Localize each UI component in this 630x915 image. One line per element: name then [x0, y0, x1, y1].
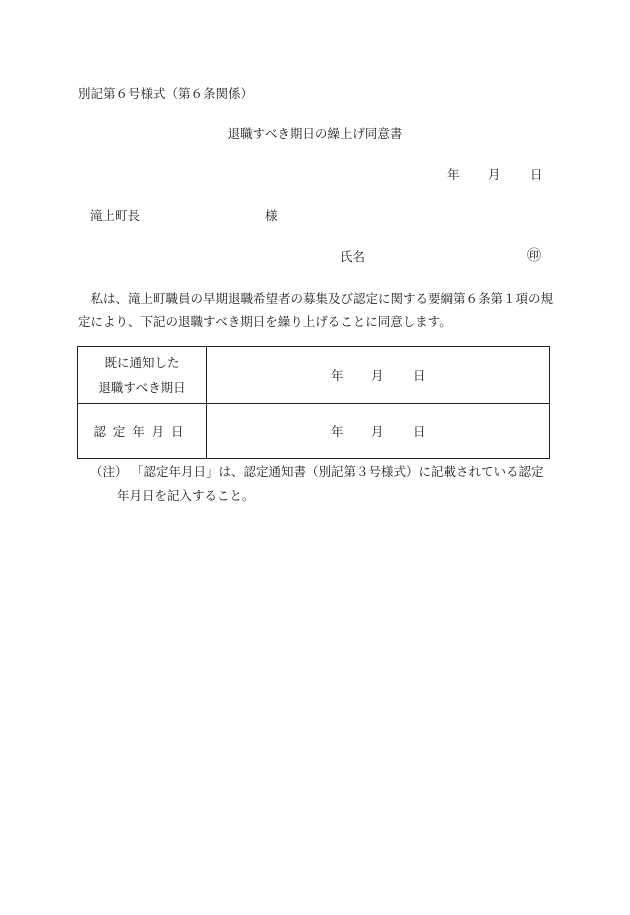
certified-year-label: 年	[331, 424, 344, 439]
certified-date-cell	[207, 404, 550, 459]
notified-label-line2: 退職すべき期日	[98, 380, 186, 395]
certified-day-label: 日	[413, 424, 426, 439]
notified-year-label: 年	[331, 368, 344, 383]
note-line2: 年月日を記入すること。	[117, 488, 255, 503]
certified-date-label: 認定年月日	[93, 424, 191, 439]
name-label: 氏名	[340, 249, 366, 264]
notified-label-line1: 既に通知した	[104, 355, 180, 370]
table-row-notified-date	[78, 347, 550, 404]
date-day-label: 日	[530, 167, 543, 182]
certified-month-label: 月	[371, 424, 384, 439]
notified-day-label: 日	[413, 368, 426, 383]
addressee-name: 滝上町長	[90, 208, 141, 223]
seal-mark: ㊞	[527, 248, 541, 264]
note-line1: 「認定年月日」は、認定通知書（別記第３号様式）に記載されている認定	[131, 464, 544, 479]
notified-date-cell	[207, 347, 550, 404]
table-header-cell	[78, 347, 207, 404]
date-year-label: 年	[447, 167, 460, 182]
note-prefix: （注）	[90, 464, 128, 479]
addressee-honorific: 様	[265, 208, 278, 223]
form-label: 別記第６号様式（第６条関係）	[78, 86, 254, 101]
consent-paragraph: 私は、滝上町職員の早期退職希望者の募集及び認定に関する要綱第６条第１項の規定により、下記の退職すべき期日を繰り上げることに同意します。	[78, 291, 554, 329]
notified-month-label: 月	[371, 368, 384, 383]
table-row-certified-date	[78, 404, 550, 459]
date-month-label: 月	[488, 167, 501, 182]
date-table	[77, 346, 550, 459]
table-header-cell	[78, 404, 207, 459]
document-title: 退職すべき期日の繰上げ同意書	[227, 126, 403, 141]
